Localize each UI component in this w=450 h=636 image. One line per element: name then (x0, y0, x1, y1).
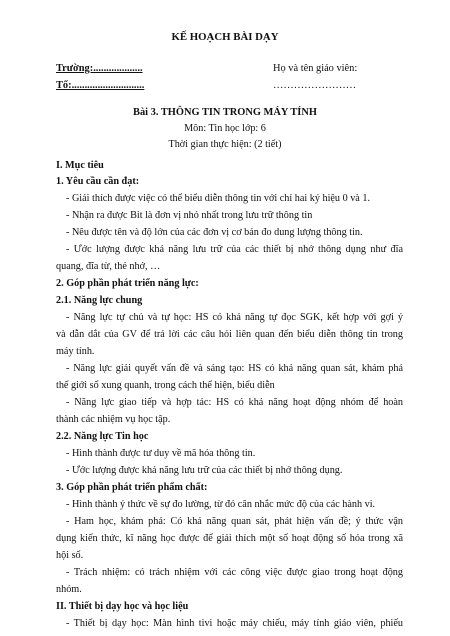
content-line: nhóm. (56, 584, 82, 595)
content-line: thế giới số xung quanh, trong cách thể hiện, biểu diễn (56, 380, 275, 391)
content-line: - Năng lực giao tiếp và hợp tác: HS có khả năng hoạt động nhóm để hoàn (66, 397, 403, 408)
content-line: hội số. (56, 550, 84, 561)
content-line: - Giải thích được việc có thể biểu diễn thông tin với chỉ hai ký hiệu 0 và 1. (66, 193, 371, 204)
equipment-heading: II. Thiết bị dạy học và học liệu (56, 601, 189, 612)
content-line: - Năng lực tự chủ và tự học: HS có khả năng tự đọc SGK, kết hợp với gợi ý (66, 312, 403, 323)
content-line: - Thiết bị dạy học: Màn hình tivi hoặc máy chiếu, máy tính giáo viên, phiếu (66, 618, 403, 629)
content-line: - Hình thành được tư duy về mã hóa thông tin. (66, 448, 256, 459)
content-line: - Hình thành ý thức về sự đo lường, từ đó cân nhắc mức độ của các hành vi. (66, 499, 376, 510)
qualities-heading: 3. Góp phần phát triển phẩm chất: (56, 482, 208, 493)
content-line: - Trách nhiệm: có trách nhiệm với các công việc được giao trong hoạt động (66, 567, 403, 578)
content-line: dụng kiến thức, kĩ năng học được để giải thích một số hoạt động số hóa trong xã (56, 533, 403, 544)
content-line: - Nhận ra được Bit là đơn vị nhỏ nhất trong lưu trữ thông tin (66, 210, 313, 221)
school-field: Trường:................... (56, 63, 143, 74)
content-line: thành các nhiệm vụ học tập. (56, 414, 171, 425)
teacher-name-label: Họ và tên giáo viên: (273, 63, 358, 74)
content-line: và dẫn dắt của GV để trả lời các câu hỏi liên quan đến biểu diễn thông tin trong (56, 329, 403, 340)
general-competency-heading: 2.1. Năng lực chung (56, 295, 143, 306)
lesson-duration: Thời gian thực hiện: (2 tiết) (168, 139, 282, 150)
it-competency-heading: 2.2. Năng lực Tin học (56, 431, 149, 442)
content-line: máy tính. (56, 346, 95, 357)
teacher-name-dots: …………………… (273, 80, 357, 91)
content-line: - Ước lượng được khả năng lưu trữ của các thiết bị nhớ thông dụng như đĩa (66, 244, 403, 255)
competency-heading: 2. Góp phần phát triển năng lực: (56, 278, 199, 289)
lesson-title: Bài 3. THÔNG TIN TRONG MÁY TÍNH (133, 107, 317, 118)
requirements-heading: 1. Yêu cầu cần đạt: (56, 176, 140, 187)
subject-grade: Môn: Tin học lớp: 6 (184, 123, 266, 134)
document-title: KẾ HOẠCH BÀI DẠY (171, 31, 279, 43)
content-line: - Nêu được tên và độ lớn của các đơn vị cơ bản đo dung lượng thông tin. (66, 227, 363, 238)
content-line: - Ước lượng được khả năng lưu trữ của các thiết bị nhớ thông dụng. (66, 465, 343, 476)
section-objectives-heading: I. Mục tiêu (56, 160, 104, 171)
content-line: - Năng lực giải quyết vấn đề và sáng tạo: HS có khả năng quan sát, khám phá (66, 363, 403, 374)
content-line: quang, đĩa từ, thẻ nhớ, … (56, 261, 161, 272)
group-field: Tổ:............................ (56, 80, 145, 91)
content-line: - Ham học, khám phá: Có khả năng quan sát, phát hiện vấn đề; ý thức vận (66, 516, 403, 527)
